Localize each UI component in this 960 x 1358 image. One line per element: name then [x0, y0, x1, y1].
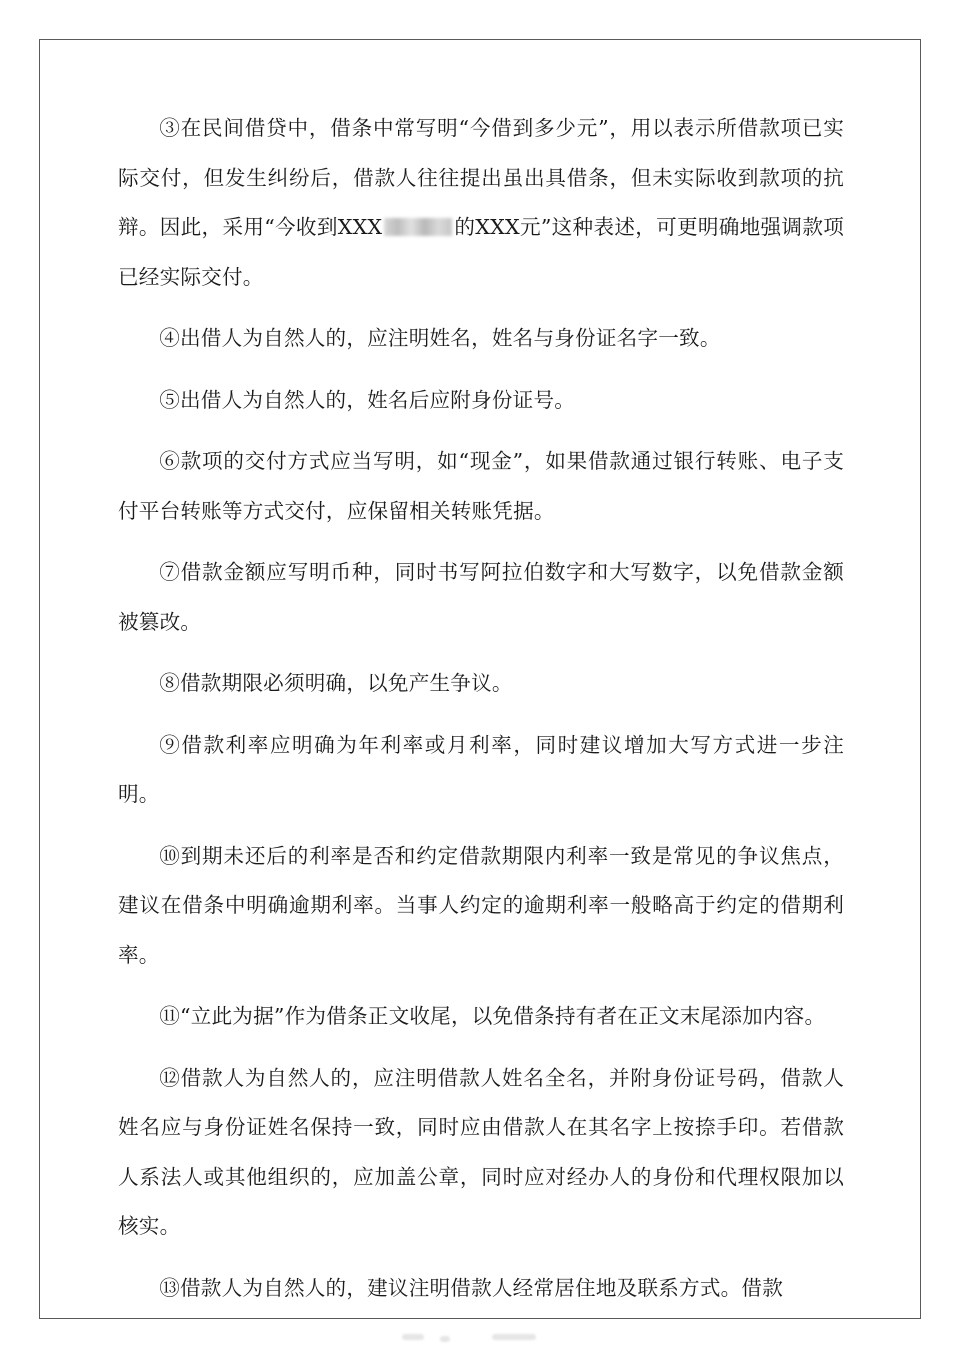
paragraph-3-text-after: 的XXX元”这种表述，可更明确地强调款项已经实际交付。 — [118, 215, 845, 289]
paragraph-item-5: ⑤出借人为自然人的，姓名后应附身份证号。 — [159, 387, 576, 412]
paragraph-item-4: ④出借人为自然人的，应注明姓名，姓名与身份证名字一致。 — [159, 326, 721, 350]
paragraph-item-10: ⑩到期未还后的利率是否和约定借款期限内利率一致是常见的争议焦点，建议在借条中明确逾期利率。当事人约定的逾期利率一般略高于约定的借期利率。 — [118, 843, 844, 967]
document-body — [118, 104, 844, 1325]
paragraph-item-11: ⑪“立此为据”作为借条正文收尾，以免借条持有者在正文末尾添加内容。 — [159, 1004, 826, 1028]
paragraph-item-6: ⑥款项的交付方式应当写明，如“现金”，如果借款通过银行转账、电子支付平台转账等方式交付，应保留相关转账凭据。 — [118, 449, 844, 523]
paragraph-item-12: ⑫借款人为自然人的，应注明借款人姓名全名，并附身份证号码，借款人姓名应与身份证姓名保持一致，同时应由借款人在其名字上按捺手印。若借款人系法人或其他组织的，应加盖公章，同时应对经办人的身份和代理权限加以核实。 — [118, 1065, 844, 1238]
paragraph-item-3 — [118, 104, 844, 302]
paragraph-3-text-before: ③在民间借贷中，借条中常写明“今借到多少元”，用以表示所借款项已实际交付，但发生纠纷后，借款人往往提出虽出具借条，但未实际收到款项的抗辩。因此，采用“今收到XXX — [118, 116, 844, 239]
redacted-text-block — [384, 218, 452, 236]
paragraph-item-7: ⑦借款金额应写明币种，同时书写阿拉伯数字和大写数字，以免借款金额被篡改。 — [118, 560, 844, 634]
faint-watermark — [400, 1326, 560, 1350]
paragraph-item-9: ⑨借款利率应明确为年利率或月利率，同时建议增加大写方式进一步注明。 — [118, 732, 844, 806]
paragraph-item-8: ⑧借款期限必须明确，以免产生争议。 — [159, 671, 513, 695]
paragraph-item-13: ⑬借款人为自然人的，建议注明借款人经常居住地及联系方式。借款 — [159, 1275, 783, 1300]
